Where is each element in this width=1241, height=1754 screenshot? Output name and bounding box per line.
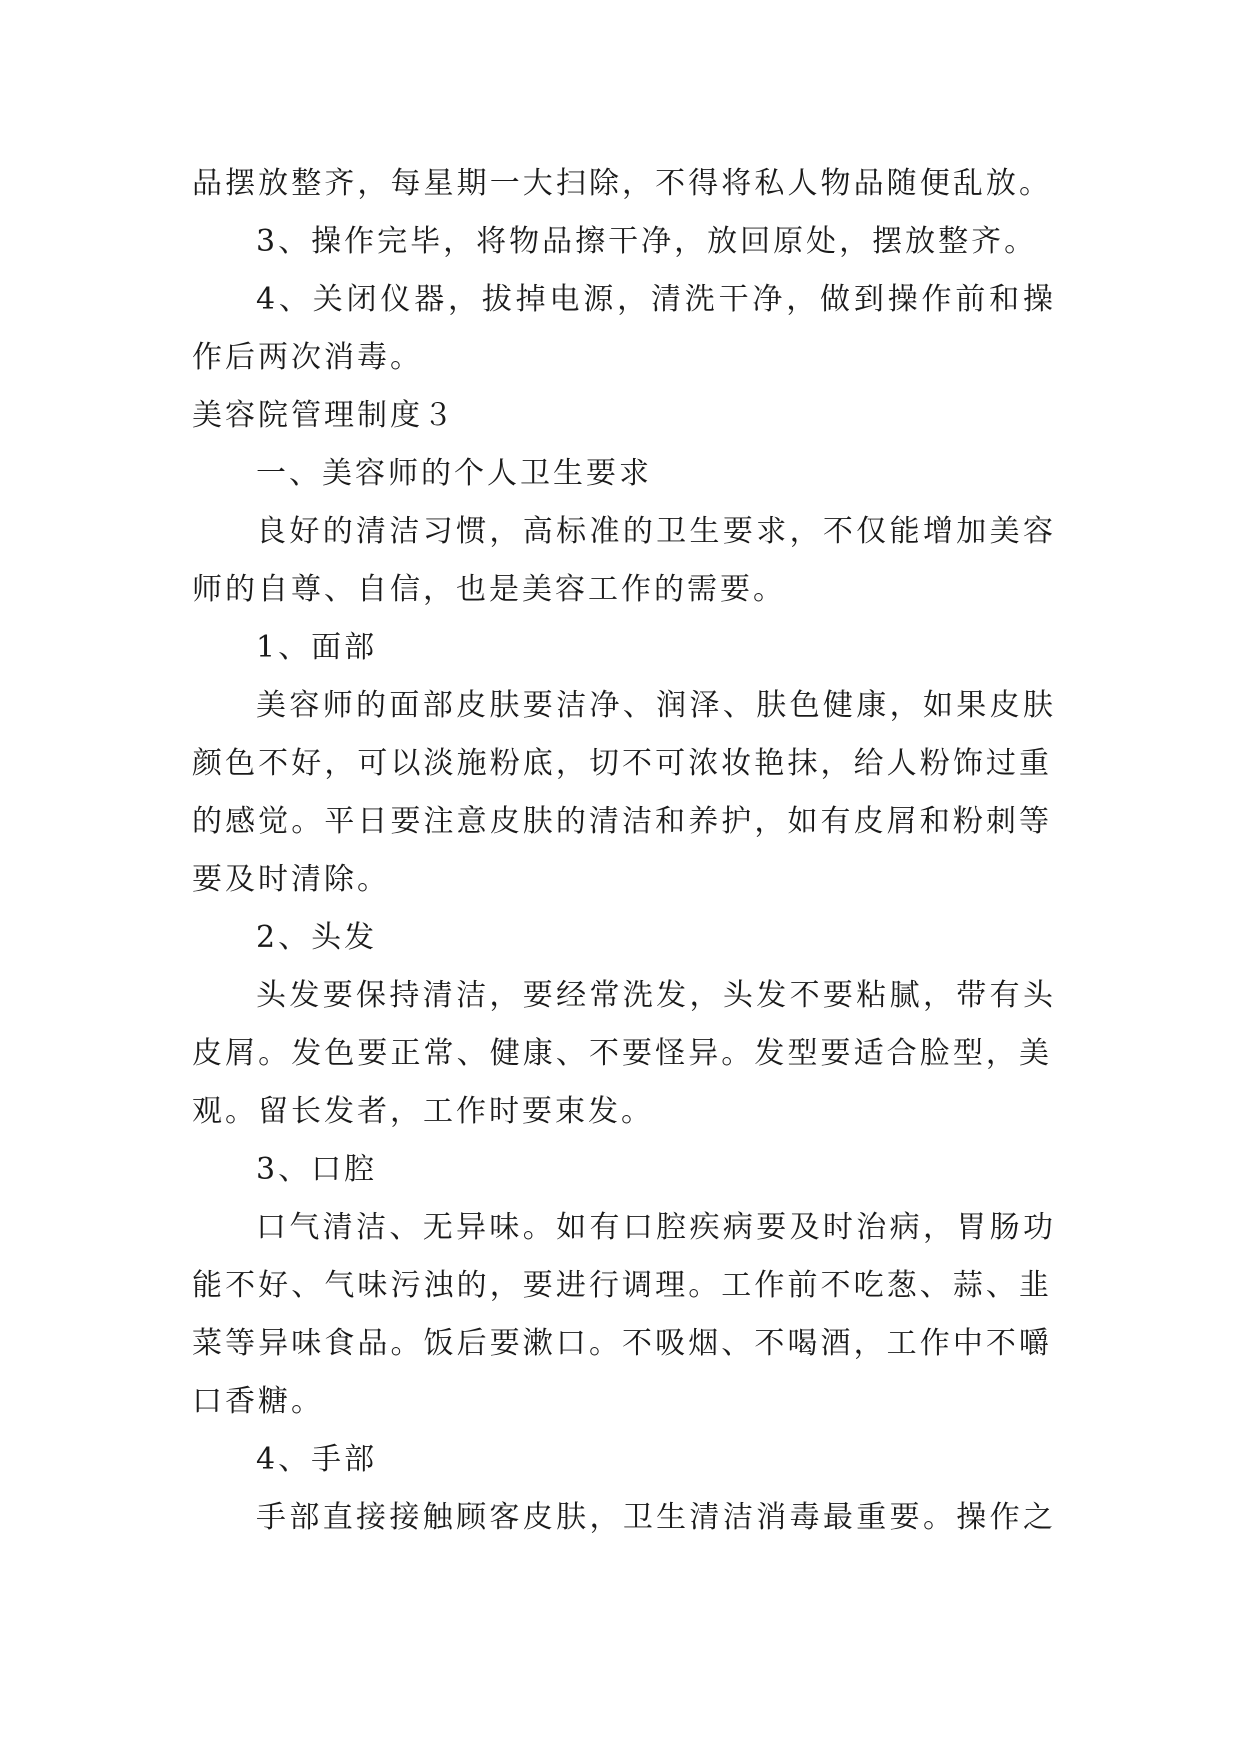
text-line: 良好的清洁习惯，高标准的卫生要求，不仅能增加美容: [256, 514, 1056, 549]
item-heading: 1、面部: [256, 630, 378, 665]
text-line: 的感觉。平日要注意皮肤的清洁和养护，如有皮屑和粉刺等: [192, 804, 1052, 839]
item-heading: 3、口腔: [256, 1152, 378, 1187]
text-line: 观。留长发者，工作时要束发。: [192, 1094, 654, 1129]
text-line: 菜等异味食品。饭后要漱口。不吸烟、不喝酒，工作中不嚼: [192, 1326, 1052, 1361]
text-line: 手部直接接触顾客皮肤，卫生清洁消毒最重要。操作之: [256, 1500, 1056, 1535]
text-line: 口气清洁、无异味。如有口腔疾病要及时治病，胃肠功: [256, 1210, 1056, 1245]
text-line: 美容师的面部皮肤要洁净、润泽、肤色健康，如果皮肤: [256, 688, 1056, 723]
text-line: 师的自尊、自信，也是美容工作的需要。: [192, 572, 786, 607]
text-line: 3、操作完毕，将物品擦干净，放回原处，摆放整齐。: [256, 224, 1038, 259]
text-line: 4、关闭仪器，拔掉电源，清洗干净，做到操作前和操: [256, 282, 1056, 317]
text-line: 皮屑。发色要正常、健康、不要怪异。发型要适合脸型，美: [192, 1036, 1052, 1071]
text-line: 要及时清除。: [192, 862, 390, 897]
text-line: 品摆放整齐，每星期一大扫除，不得将私人物品随便乱放。: [192, 166, 1052, 201]
item-heading: 2、头发: [256, 920, 378, 955]
text-line: 头发要保持清洁，要经常洗发，头发不要粘腻，带有头: [256, 978, 1056, 1013]
section-heading: 美容院管理制度３: [192, 398, 456, 433]
text-line: 作后两次消毒。: [192, 340, 423, 375]
subsection-heading: 一、美容师的个人卫生要求: [256, 456, 652, 491]
text-line: 口香糖。: [192, 1384, 324, 1419]
text-line: 能不好、气味污浊的，要进行调理。工作前不吃葱、蒜、韭: [192, 1268, 1052, 1303]
text-line: 颜色不好，可以淡施粉底，切不可浓妆艳抹，给人粉饰过重: [192, 746, 1052, 781]
item-heading: 4、手部: [256, 1442, 378, 1477]
